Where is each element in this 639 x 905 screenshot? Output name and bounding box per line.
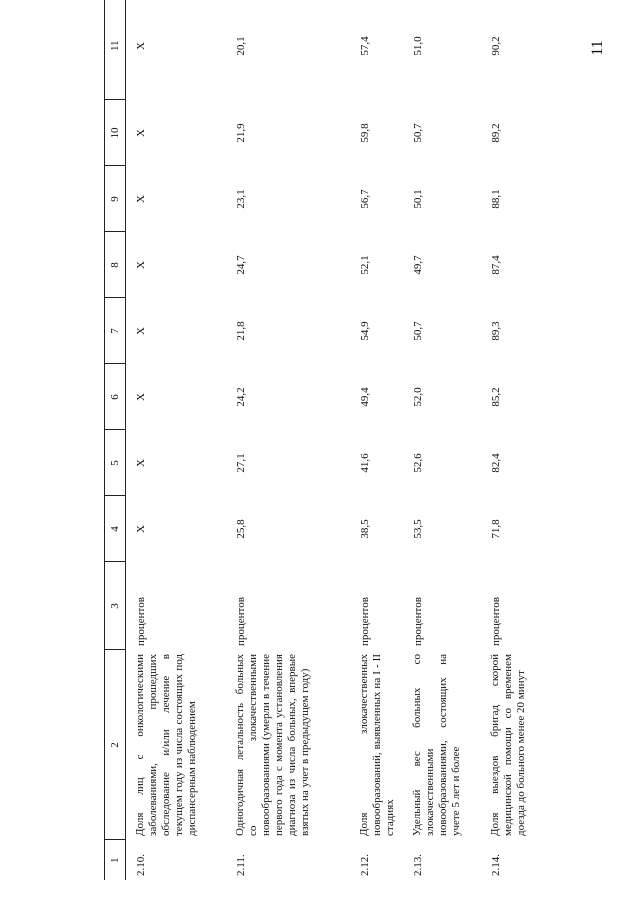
column-header: 2 <box>105 650 126 840</box>
column-header: 5 <box>105 430 126 496</box>
row-code: 2.14. <box>489 854 502 876</box>
value-cell: 53,5 <box>411 519 424 539</box>
value-cell: 51,0 <box>411 36 424 56</box>
value-cell: 52,6 <box>411 453 424 473</box>
value-cell: 87,4 <box>489 255 502 275</box>
column-number-row <box>105 0 126 880</box>
column-header: 9 <box>105 166 126 232</box>
row-code: 2.13. <box>411 854 424 876</box>
column-header: 7 <box>105 298 126 364</box>
value-cell: 24,2 <box>234 387 247 407</box>
value-cell: 27,1 <box>234 453 247 473</box>
table-row <box>226 0 350 880</box>
column-header: 3 <box>105 562 126 650</box>
row-unit: процентов <box>135 597 147 646</box>
value-cell: 41,6 <box>358 453 371 473</box>
column-header: 4 <box>105 496 126 562</box>
row-unit: процентов <box>234 597 247 646</box>
value-cell: 57,4 <box>358 36 371 56</box>
table-row <box>350 0 403 880</box>
page-number: 11 <box>589 40 606 56</box>
value-cell: 50,1 <box>411 189 424 209</box>
value-cell: Х <box>135 525 147 533</box>
table-row <box>126 0 226 880</box>
column-header: 6 <box>105 364 126 430</box>
column-header: 11 <box>105 0 126 100</box>
value-cell: Х <box>135 129 147 137</box>
value-cell: 49,7 <box>411 255 424 275</box>
row-unit: процентов <box>358 597 371 646</box>
row-description: Доля выездов бригад скорой медицинской помощи со временем доезда до больного менее 20 минут <box>488 654 527 836</box>
table-row <box>403 0 481 880</box>
value-cell: 89,3 <box>489 321 502 341</box>
value-cell: 21,9 <box>234 123 247 143</box>
value-cell: 82,4 <box>489 453 502 473</box>
value-cell: 21,8 <box>234 321 247 341</box>
value-cell: 54,9 <box>358 321 371 341</box>
value-cell: Х <box>135 42 147 50</box>
row-code: 2.10. <box>135 854 147 876</box>
value-cell: 56,7 <box>358 189 371 209</box>
value-cell: 20,1 <box>234 36 247 56</box>
value-cell: 59,8 <box>358 123 371 143</box>
table-row <box>481 0 541 880</box>
column-header: 10 <box>105 100 126 166</box>
value-cell: 24,7 <box>234 255 247 275</box>
value-cell: 85,2 <box>489 387 502 407</box>
value-cell: 50,7 <box>411 321 424 341</box>
value-cell: Х <box>135 195 147 203</box>
value-cell: 25,8 <box>234 519 247 539</box>
value-cell: Х <box>135 459 147 467</box>
value-cell: 89,2 <box>489 123 502 143</box>
row-description: Доля лиц с онкологическими заболеваниями, прошедших обследование и/или лечение в текущем году из числа состоящих под диспансерным наблюдением <box>134 654 198 836</box>
value-cell: 23,1 <box>234 189 247 209</box>
value-cell: 52,1 <box>358 255 371 275</box>
column-header: 8 <box>105 232 126 298</box>
value-cell: 52,0 <box>411 387 424 407</box>
value-cell: Х <box>135 393 147 401</box>
row-code: 2.11. <box>234 854 247 876</box>
value-cell: 38,5 <box>358 519 371 539</box>
value-cell: 71,8 <box>489 519 502 539</box>
value-cell: 90,2 <box>489 36 502 56</box>
value-cell: Х <box>135 327 147 335</box>
row-code: 2.12. <box>358 854 371 876</box>
row-unit: процентов <box>489 597 502 646</box>
indicators-table <box>104 0 541 880</box>
column-header: 1 <box>105 840 126 880</box>
rotated-table-container <box>104 32 538 880</box>
value-cell: 88,1 <box>489 189 502 209</box>
value-cell: Х <box>135 261 147 269</box>
row-unit: процентов <box>411 597 424 646</box>
value-cell: 50,7 <box>411 123 424 143</box>
row-description: Доля злокачественных новообразований, выявленных на I - II стадиях <box>357 654 396 836</box>
row-description: Удельный вес больных со злокачественными новообразованиями, состоящих на учете 5 лет и более <box>410 654 462 836</box>
value-cell: 49,4 <box>358 387 371 407</box>
row-description: Одногодичная летальность больных со злокачественными новообразованиями (умерли в течение первого года с момента установления диагноза из числа больных, впервые взятых на учет в предыдущем году) <box>233 654 311 836</box>
